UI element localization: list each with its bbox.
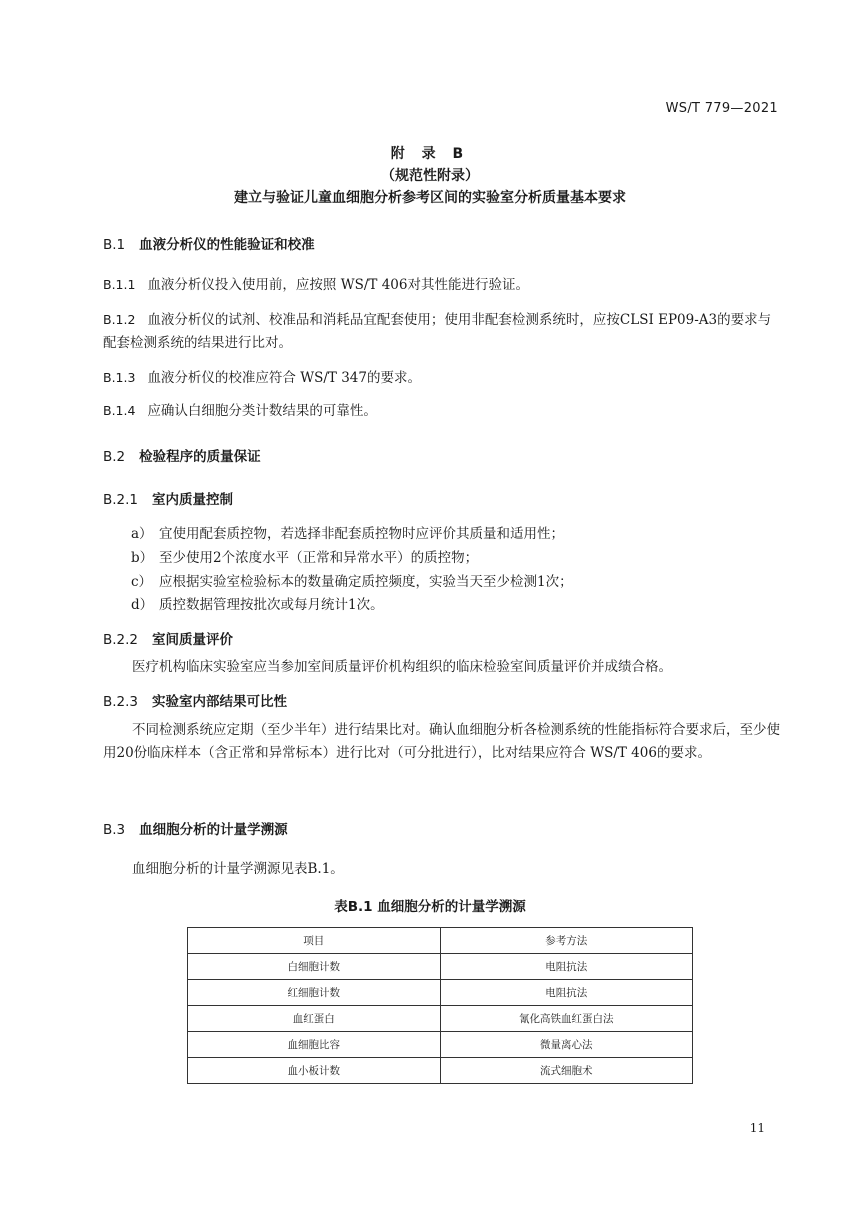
appendix-title: 附 录 B bbox=[390, 146, 470, 162]
section-b3-text: 血细胞分析的计量学溯源见表B.1。 bbox=[132, 861, 344, 877]
table-cell: 红细胞计数 bbox=[188, 980, 441, 1006]
table-cell: 血红蛋白 bbox=[188, 1006, 441, 1032]
subsection-b22-text: 医疗机构临床实验室应当参加室间质量评价机构组织的临床检验室间质量评价并成绩合格。 bbox=[132, 659, 672, 675]
subsection-number: B.2.3 bbox=[103, 694, 139, 710]
section-title: 检验程序的质量保证 bbox=[139, 449, 261, 465]
section-number: B.3 bbox=[103, 822, 126, 838]
section-b3-heading bbox=[103, 818, 288, 838]
clause-b13 bbox=[103, 366, 778, 390]
section-b2-heading bbox=[103, 445, 261, 465]
traceability-table bbox=[187, 927, 693, 1084]
clause-b11 bbox=[103, 273, 778, 297]
table-header-cell: 项目 bbox=[188, 928, 441, 954]
clause-text: 血液分析仪的校准应符合 WS/T 347的要求。 bbox=[147, 370, 421, 386]
table-row bbox=[188, 980, 693, 1006]
section-b1-heading bbox=[103, 233, 315, 253]
clause-b14 bbox=[103, 399, 778, 423]
list-item bbox=[131, 522, 564, 542]
list-item-text: 应根据实验室检验标本的数量确定质控频度，实验当天至少检测1次； bbox=[159, 574, 573, 590]
list-item-text: 宜使用配套质控物，若选择非配套质控物时应评价其质量和适用性； bbox=[159, 526, 564, 542]
document-code: WS/T 779—2021 bbox=[665, 101, 778, 116]
table-cell: 电阻抗法 bbox=[440, 954, 693, 980]
clause-b12 bbox=[103, 308, 778, 355]
subsection-b22-heading bbox=[103, 628, 233, 648]
appendix-subtitle: （规范性附录） bbox=[381, 168, 479, 184]
table-header-row bbox=[188, 928, 693, 954]
list-item bbox=[131, 570, 573, 590]
clause-text: 应确认白细胞分类计数结果的可靠性。 bbox=[147, 403, 377, 419]
table-cell: 微量离心法 bbox=[440, 1032, 693, 1058]
section-number: B.2 bbox=[103, 449, 126, 465]
table-cell: 白细胞计数 bbox=[188, 954, 441, 980]
subsection-number: B.2.1 bbox=[103, 492, 139, 508]
list-item-text: 质控数据管理按批次或每月统计1次。 bbox=[159, 597, 384, 613]
list-item-label: a） bbox=[131, 526, 153, 542]
list-item bbox=[131, 593, 384, 613]
subsection-title: 室间质量评价 bbox=[152, 632, 234, 648]
list-item-text: 至少使用2个浓度水平（正常和异常水平）的质控物； bbox=[159, 550, 479, 566]
table-row bbox=[188, 1058, 693, 1084]
list-item-label: c） bbox=[131, 574, 153, 590]
table-cell: 电阻抗法 bbox=[440, 980, 693, 1006]
clause-number: B.1.4 bbox=[103, 403, 136, 418]
table-cell: 血细胞比容 bbox=[188, 1032, 441, 1058]
subsection-b23-text: 不同检测系统应定期（至少半年）进行结果比对。确认血细胞分析各检测系统的性能指标符合要求后，至少使用20份临床样本（含正常和异常标本）进行比对（可分批进行），比对结果应符合 WS/T 406的要求。 bbox=[103, 722, 780, 761]
clause-number: B.1.2 bbox=[103, 312, 136, 327]
subsection-b23-heading bbox=[103, 690, 287, 710]
subsection-title: 实验室内部结果可比性 bbox=[152, 694, 288, 710]
table-cell: 血小板计数 bbox=[188, 1058, 441, 1084]
clause-number: B.1.3 bbox=[103, 370, 136, 385]
clause-number: B.1.1 bbox=[103, 277, 136, 292]
list-item bbox=[131, 546, 478, 566]
section-title: 血细胞分析的计量学溯源 bbox=[139, 822, 288, 838]
list-item-label: b） bbox=[131, 550, 154, 566]
subsection-title: 室内质量控制 bbox=[152, 492, 234, 508]
table-row bbox=[188, 954, 693, 980]
appendix-heading: 建立与验证儿童血细胞分析参考区间的实验室分析质量基本要求 bbox=[234, 190, 626, 206]
table-header-cell: 参考方法 bbox=[440, 928, 693, 954]
section-title: 血液分析仪的性能验证和校准 bbox=[139, 237, 315, 253]
table-caption: 表B.1 血细胞分析的计量学溯源 bbox=[334, 899, 526, 915]
list-item-label: d） bbox=[131, 597, 154, 613]
subsection-number: B.2.2 bbox=[103, 632, 139, 648]
table-row bbox=[188, 1032, 693, 1058]
table-cell: 流式细胞术 bbox=[440, 1058, 693, 1084]
table-cell: 氰化高铁血红蛋白法 bbox=[440, 1006, 693, 1032]
section-number: B.1 bbox=[103, 237, 126, 253]
clause-text: 血液分析仪投入使用前，应按照 WS/T 406对其性能进行验证。 bbox=[147, 277, 529, 293]
table-row bbox=[188, 1006, 693, 1032]
clause-text: 血液分析仪的试剂、校准品和消耗品宜配套使用；使用非配套检测系统时，应按CLSI EP09-A3的要求与配套检测系统的结果进行比对。 bbox=[103, 312, 772, 351]
subsection-b21-heading bbox=[103, 488, 233, 508]
page-number: 11 bbox=[749, 1121, 765, 1135]
